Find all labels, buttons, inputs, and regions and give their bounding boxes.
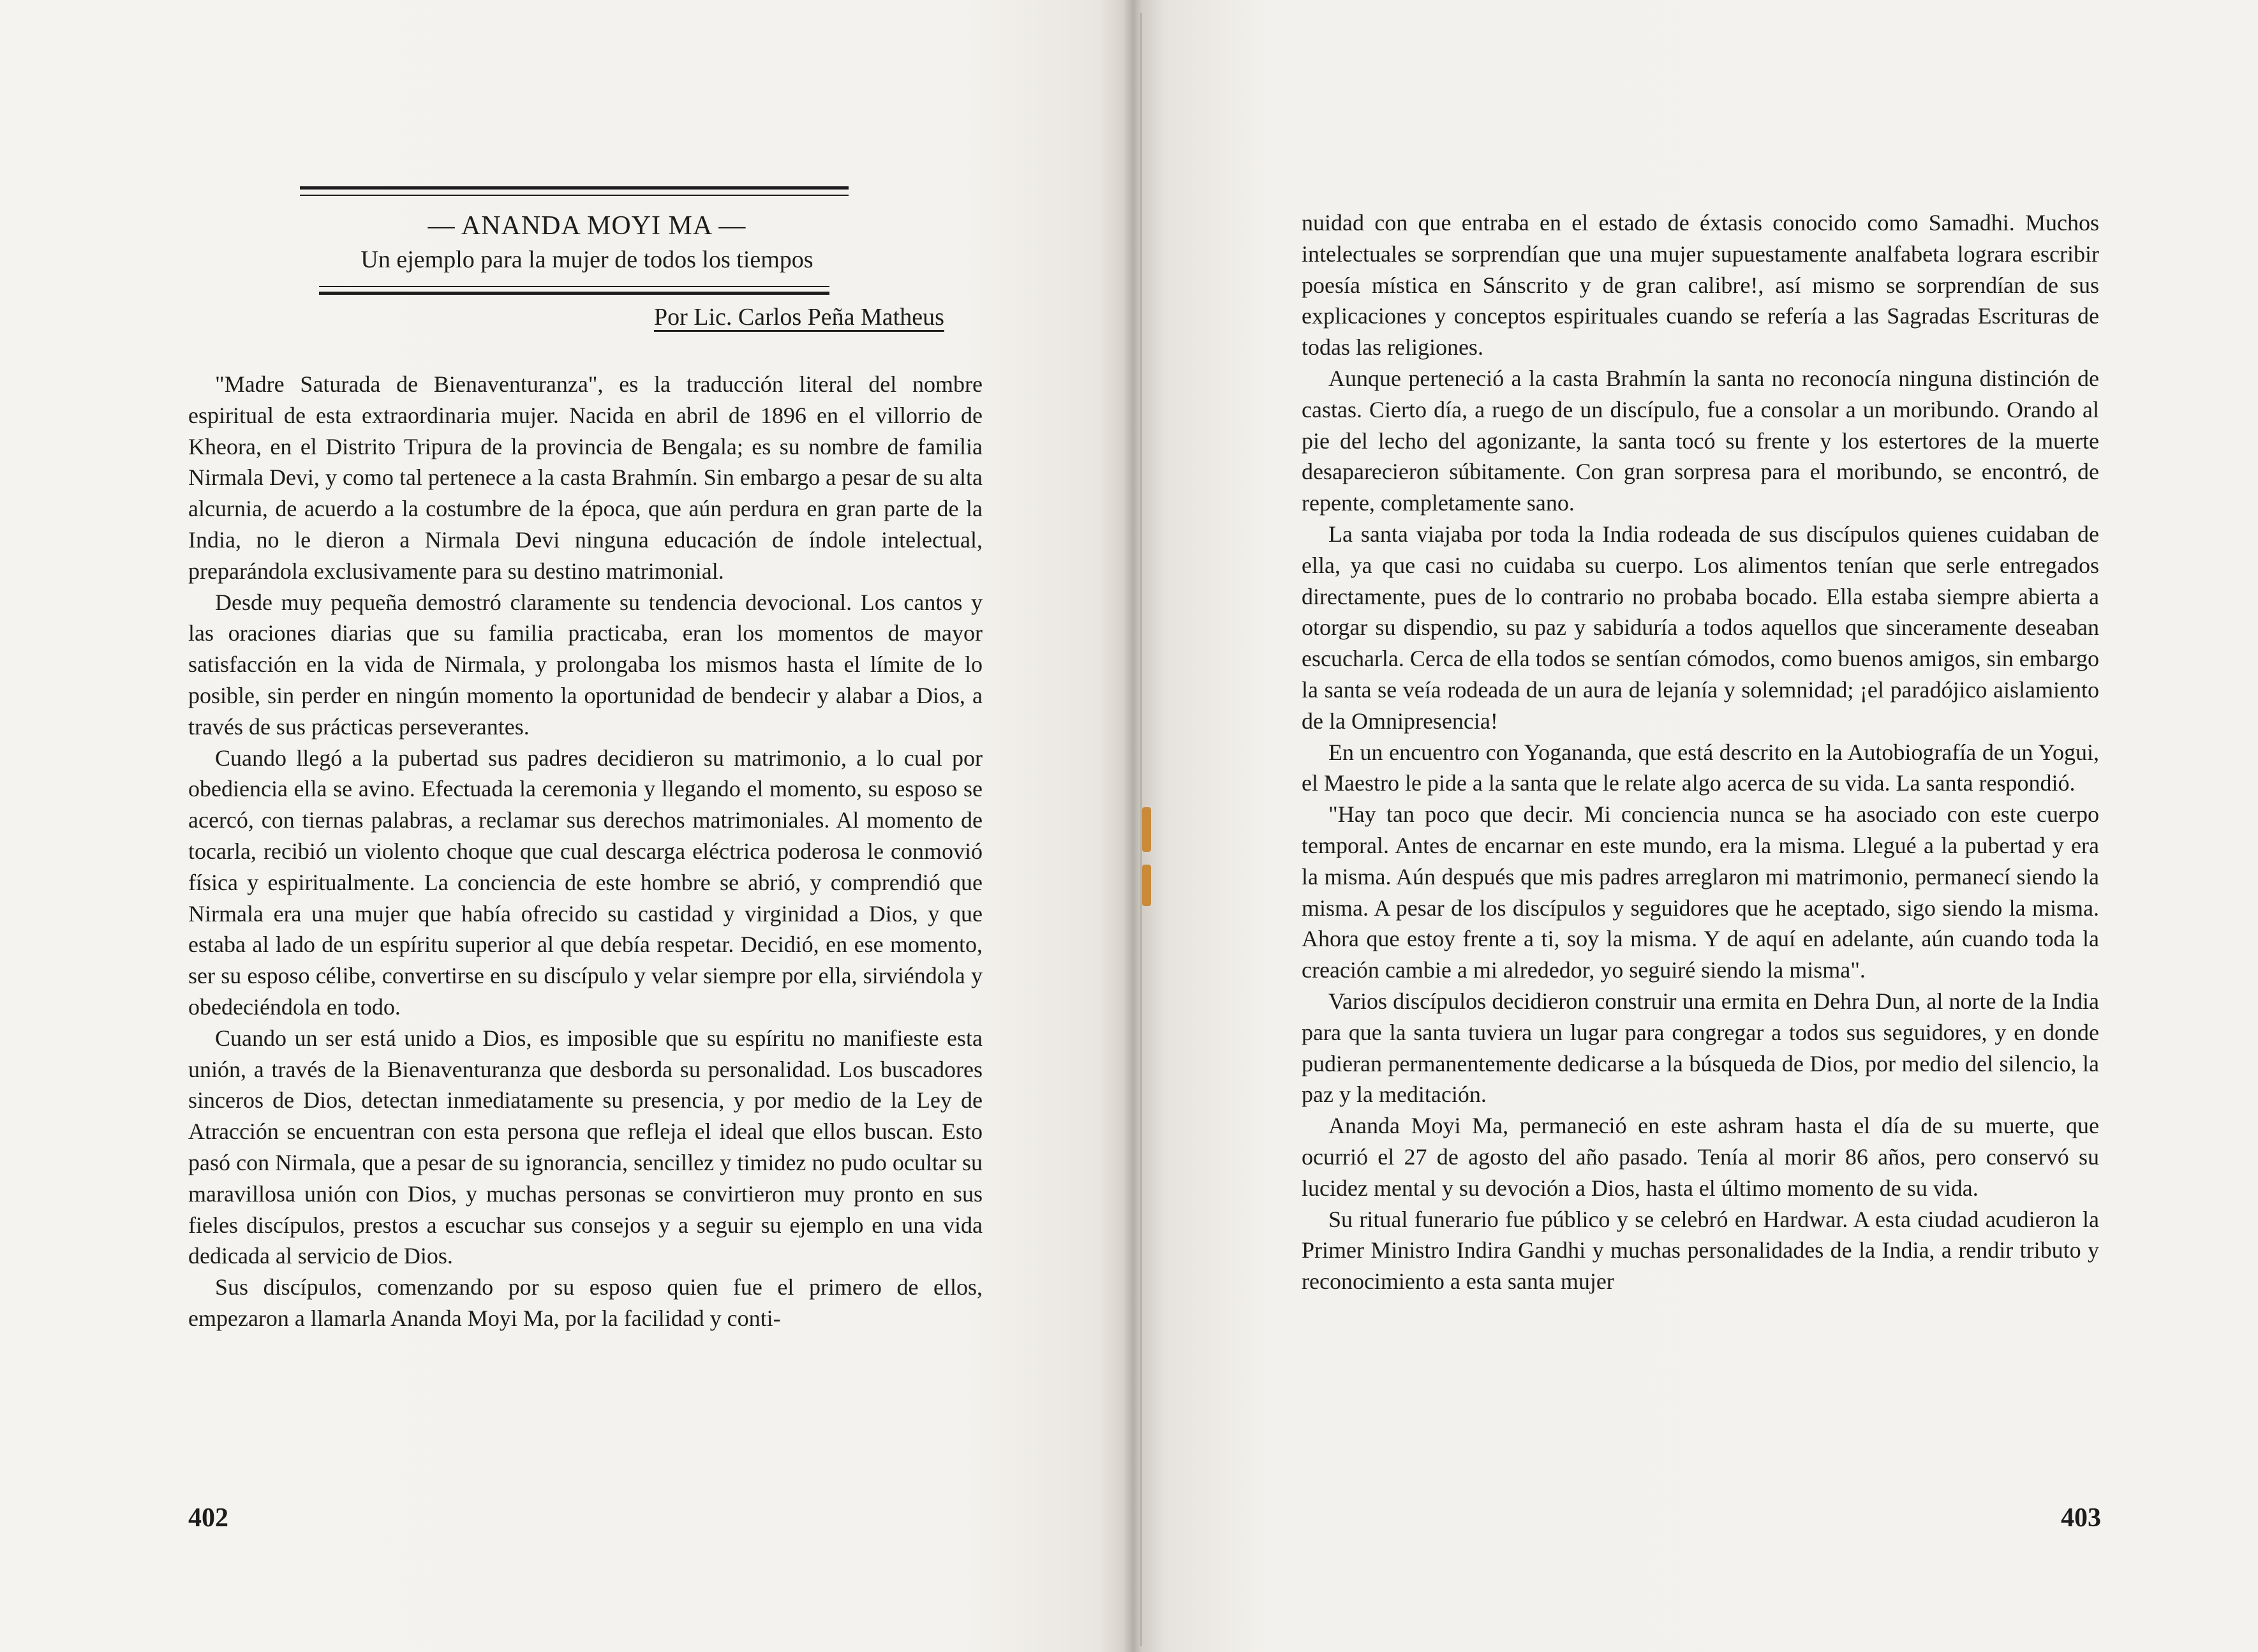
paragraph: Cuando un ser está unido a Dios, es imposible que su espíritu no manifieste esta unión, a través de la Bienaventuranza que desborda su personalidad. Los buscadores sinceros de Dios, detectan inmediatamente su presencia, y por medio de la Ley de Atracción se encuentran con esta persona que refleja el ideal que ellos buscan. Esto pasó con Nirmala, que a pesar de su ignorancia, sencillez y timidez no pudo ocultar su maravillosa unión con Dios, y muchas personas se convirtieron muy pronto en sus fieles discípulos, prestos a escuchar sus consejos y a seguir su ejemplo en una vida dedicada al servicio de Dios. — [188, 1025, 983, 1269]
paragraph: Ananda Moyi Ma, permaneció en este ashram hasta el día de su muerte, que ocurrió el 27 de agosto del año pasado. Tenía al morir 86 años, pero conservó su lucidez mental y su devoción a Dios, hasta el último momento de su vida. — [1302, 1113, 2099, 1201]
title-rule-bottom-thin — [319, 286, 829, 287]
paragraph: Sus discípulos, comenzando por su esposo quien fue el primero de ellos, empezaron a llamarla Ananda Moyi Ma, por la facilidad y conti- — [188, 1274, 983, 1331]
title-rule-top-thin — [300, 195, 849, 196]
paragraph: Desde muy pequeña demostró claramente su tendencia devocional. Los cantos y las oraciones diarias que su familia practicaba, eran los momentos de mayor satisfacción en la vida de Nirmala, y prolongaba los mismos hasta el límite de lo posible, sin perder en ningún momento la oportunidad de bendecir y alabar a Dios, a través de sus prácticas perseverantes. — [188, 589, 983, 740]
page-number-left: 402 — [188, 1503, 228, 1533]
left-page-body — [188, 369, 983, 1334]
binding-tab-mark — [1142, 807, 1151, 852]
paragraph: En un encuentro con Yogananda, que está descrito en la Autobiografía de un Yogui, el Maestro le pide a la santa que le relate algo acerca de su vida. La santa respondió. — [1302, 739, 2099, 796]
paragraph: Cuando llegó a la pubertad sus padres decidieron su matrimonio, a lo cual por obediencia ella se avino. Efectuada la ceremonia y llegando el momento, su esposo se acercó, con tiernas palabras, a reclamar sus derechos matrimoniales. Al momento de tocarla, recibió un violento choque que cual descarga eléctrica poderosa le conmovió física y espiritualmente. La conciencia de este hombre se abrió, y comprendió que Nirmala era una mujer que había ofrecido su castidad y virginidad a Dios, y que estaba al lado de un espíritu superior al que debía respetar. Decidió, en ese momento, ser su esposo célibe, convertirse en su discípulo y velar siempre por ella, sirviéndola y obedeciéndola en todo. — [188, 745, 983, 1020]
paragraph: "Hay tan poco que decir. Mi conciencia nunca se ha asociado con este cuerpo temporal. Antes de encarnar en este mundo, era la misma. Llegué a la pubertad y era la misma. Aún después que mis padres arreglaron mi matrimonio, permanecí siendo la misma. A pesar de los discípulos y seguidores que he aceptado, sigo siendo la misma. Ahora que estoy frente a ti, soy la misma. Y de aquí en adelante, aún cuando toda la creación cambie a mi alrededor, yo seguiré siendo la misma". — [1302, 801, 2099, 983]
title-rule-top — [300, 186, 849, 190]
paragraph: Su ritual funerario fue público y se celebró en Hardwar. A esta ciudad acudieron la Primer Ministro Indira Gandhi y muchas personalidades de la India, a rendir tributo y reconocimiento a esta santa mujer — [1302, 1206, 2099, 1295]
page-number-right: 403 — [2061, 1503, 2101, 1533]
article-subtitle: Un ejemplo para la mujer de todos los tiempos — [360, 246, 813, 273]
right-page-body — [1302, 207, 2099, 1297]
paragraph: La santa viajaba por toda la India rodeada de sus discípulos quienes cuidaban de ella, ya que casi no cuidaba su cuerpo. Los alimentos tenían que serle entregados directamente, pues de lo contrario no probaba bocado. Ella estaba siempre abierta a otorgar su dispendio, su paz y sabiduría a todos aquellos que sinceramente deseaban escucharla. Cerca de ella todos se sentían cómodos, como buenos amigos, sin embargo la santa se veía rodeada de un aura de lejanía y solemnidad; ¡el paradójico aislamiento de la Omnipresencia! — [1302, 521, 2099, 734]
binding-tab-mark — [1142, 865, 1151, 906]
article-author: Por Lic. Carlos Peña Matheus — [654, 304, 944, 331]
paragraph: Aunque perteneció a la casta Brahmín la santa no reconocía ninguna distinción de castas. Cierto día, a ruego de un discípulo, fue a consolar a un moribundo. Orando al pie del lecho del agonizante, la santa tocó su frente y los estertores de la muerte desaparecieron súbitamente. Con gran sorpresa para el moribundo, se encontró, de repente, completamente sano. — [1302, 365, 2099, 516]
paragraph-continuation: nuidad con que entraba en el estado de éxtasis conocido como Samadhi. Muchos intelectuales se sorprendían que una mujer supuestamente analfabeta lograra escribir poesía mística en Sánscrito y de gran calibre!, así mismo se sorprendían de sus explicaciones y conceptos espirituales cuando se refería a las Sagradas Escrituras de todas las religiones. — [1302, 210, 2099, 361]
title-rule-bottom — [319, 292, 829, 295]
book-gutter — [1123, 0, 1142, 1652]
article-title: — ANANDA MOYI MA — — [427, 211, 746, 241]
paragraph: Varios discípulos decidieron construir una ermita en Dehra Dun, al norte de la India para que la santa tuviera un lugar para congregar a todos sus seguidores, y en donde pudieran permanentemente dedicarse a la búsqueda de Dios, por medio del silencio, la paz y la meditación. — [1302, 988, 2099, 1108]
paragraph: "Madre Saturada de Bienaventuranza", es la traducción literal del nombre espiritual de esta extraordinaria mujer. Nacida en abril de 1896 en el villorrio de Kheora, en el Distrito Tripura de la provincia de Bengala; es su nombre de familia Nirmala Devi, y como tal pertenece a la casta Brahmín. Sin embargo a pesar de su alta alcurnia, de acuerdo a la costumbre de la época, que aún perdura en gran parte de la India, no le dieron a Nirmala Devi ninguna educación de índole intelectual, preparándola exclusivamente para su destino matrimonial. — [188, 371, 983, 584]
